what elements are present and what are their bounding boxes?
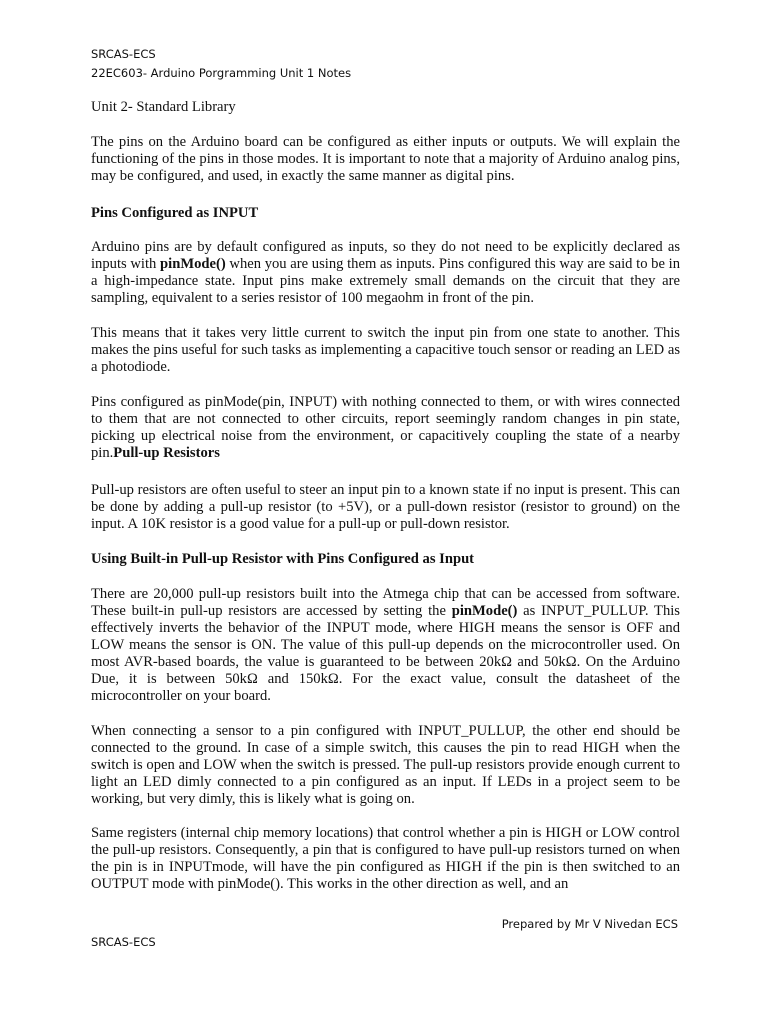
- input-paragraph-2: This means that it takes very little current to switch the input pin from one state to another. This makes the pins useful for such tasks as implementing a capacitive touch sensor or reading an LED as a photodiode.: [91, 325, 680, 375]
- header-course: 22EC603- Arduino Porgramming Unit 1 Notes: [91, 66, 352, 80]
- input-p1-text-after: when you are using them as inputs. Pins configured this way are said to be in a high-impedance state. Input pins make extremely small demands on the circuit that they are sampling, equivalent to a series resistor of 100 megaohm in front of the pin.: [91, 256, 681, 306]
- heading-pins-input: Pins Configured as INPUT: [91, 205, 259, 221]
- builtin-p1-code: pinMode(): [451, 603, 518, 619]
- heading-builtin-pullup: Using Built-in Pull-up Resistor with Pins Configured as Input: [91, 551, 475, 567]
- heading-pullup-resistors: Pull-up Resistors: [113, 445, 220, 461]
- input-p1-code: pinMode(): [160, 256, 226, 272]
- builtin-p1-text-after: as INPUT_PULLUP. This effectively inverts the behavior of the INPUT mode, where HIGH means the sensor is OFF and LOW means the sensor is ON. The value of this pull-up depends on the microcontroller used. On most AVR-based boards, the value is guaranteed to be between 20kΩ and 50kΩ. On the Arduino Due, it is between 50kΩ and 150kΩ. For the exact value, consult the datasheet of the microcontroller on your board.: [91, 603, 680, 704]
- footer-org: SRCAS-ECS: [91, 935, 156, 949]
- intro-paragraph: The pins on the Arduino board can be configured as either inputs or outputs. We will explain the functioning of the pins in those modes. It is important to note that a majority of Arduino analog pins, may be configured, and used, in exactly the same manner as digital pins.: [91, 134, 680, 184]
- builtin-p1-text: There are 20,000 pull-up resistors built into the Atmega chip that can be accessed from software. These built-in pull-up resistors are accessed by setting the: [91, 586, 680, 619]
- pullup-paragraph: Pull-up resistors are often useful to steer an input pin to a known state if no input is present. This can be done by adding a pull-up resistor (to +5V), or a pull-down resistor (resistor to ground) on the input. A 10K resistor is a good value for a pull-up or pull-down resistor.: [91, 482, 680, 532]
- header-org: SRCAS-ECS: [91, 47, 156, 61]
- builtin-paragraph-3: Same registers (internal chip memory locations) that control whether a pin is HIGH or LOW control the pull-up resistors. Consequently, a pin that is configured to have pull-up resistors turned on when the pin is in INPUTmode, will have the pin configured as HIGH if the pin is then switched to an OUTPUT mode with pinMode(). This works in the other direction as well, and an: [91, 825, 680, 892]
- builtin-paragraph-1: [91, 586, 680, 705]
- builtin-paragraph-2: When connecting a sensor to a pin configured with INPUT_PULLUP, the other end should be connected to the ground. In case of a simple switch, this causes the pin to read HIGH when the switch is open and LOW when the switch is pressed. The pull-up resistors provide enough current to light an LED dimly connected to a pin configured as an input. If LEDs in a project seem to be working, but very dimly, this is likely what is going on.: [91, 723, 680, 807]
- input-paragraph-1: [91, 239, 680, 307]
- input-paragraph-3: [91, 394, 680, 462]
- input-p1-text: Arduino pins are by default configured as inputs, so they do not need to be explicitly declared as inputs with: [91, 239, 680, 272]
- input-p3-text: Pins configured as pinMode(pin, INPUT) with nothing connected to them, or with wires connected to them that are not connected to other circuits, report seemingly random changes in pin state, picking up electrical noise from the environment, or capacitively coupling the state of a nearby pin.: [91, 394, 680, 461]
- unit-title: Unit 2- Standard Library: [91, 99, 236, 115]
- footer-prepared-by: Prepared by Mr V Nivedan ECS: [501, 917, 678, 931]
